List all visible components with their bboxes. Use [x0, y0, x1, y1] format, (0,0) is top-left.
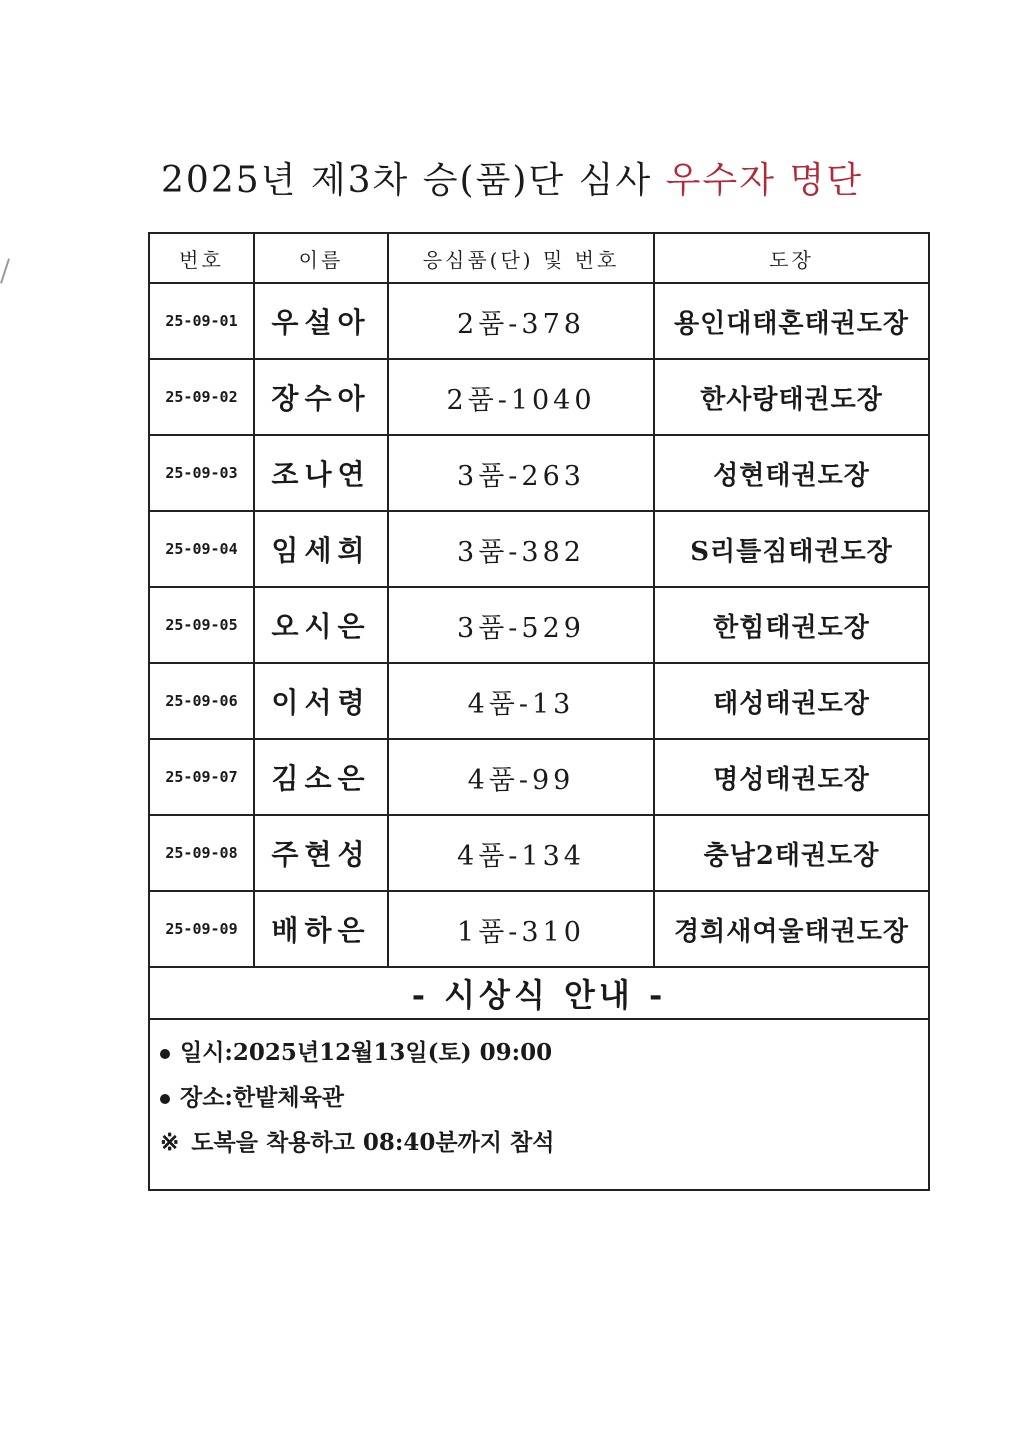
announcement-date-text: 일시:2025년12월13일(토) 09:00 — [180, 1039, 553, 1066]
cell-grade: 3품-529 — [388, 587, 654, 663]
table-row — [149, 739, 929, 815]
bullet-icon — [160, 1094, 170, 1104]
announcement-body — [149, 1019, 929, 1190]
cell-number: 25-09-08 — [149, 815, 254, 891]
cell-grade: 4품-134 — [388, 815, 654, 891]
document-title — [0, 152, 1024, 203]
announcement-place-text: 장소:한밭체육관 — [180, 1084, 345, 1111]
cell-name: 임세희 — [254, 511, 388, 587]
table-row — [149, 511, 929, 587]
header-name: 이름 — [254, 233, 388, 283]
cell-grade: 3품-382 — [388, 511, 654, 587]
announcement-date — [160, 1034, 928, 1067]
cell-number: 25-09-05 — [149, 587, 254, 663]
cell-number: 25-09-03 — [149, 435, 254, 511]
cell-number: 25-09-04 — [149, 511, 254, 587]
table-row — [149, 663, 929, 739]
table-header-row — [149, 233, 929, 283]
announcement-heading: - 시상식 안내 - — [149, 967, 929, 1019]
cell-dojang: 한힘태권도장 — [654, 587, 929, 663]
cell-grade: 2품-378 — [388, 283, 654, 359]
announcement-place — [160, 1079, 928, 1112]
announcement-note — [160, 1124, 928, 1157]
cell-grade: 3품-263 — [388, 435, 654, 511]
winners-table — [148, 232, 930, 1191]
cell-number: 25-09-07 — [149, 739, 254, 815]
table-row — [149, 359, 929, 435]
cell-dojang: 경희새여울태권도장 — [654, 891, 929, 967]
bullet-icon — [160, 1049, 170, 1059]
title-main: 2025년 제3차 승(품)단 심사 — [161, 160, 653, 201]
table-row — [149, 815, 929, 891]
margin-scratch-mark — [0, 258, 10, 283]
table-row — [149, 435, 929, 511]
header-dojang: 도장 — [654, 233, 929, 283]
cell-dojang: 한사랑태권도장 — [654, 359, 929, 435]
cell-grade: 2품-1040 — [388, 359, 654, 435]
title-accent: 우수자 명단 — [665, 160, 863, 201]
header-grade: 응심품(단) 및 번호 — [388, 233, 654, 283]
cell-number: 25-09-01 — [149, 283, 254, 359]
cell-name: 장수아 — [254, 359, 388, 435]
table-row — [149, 891, 929, 967]
cell-name: 주현성 — [254, 815, 388, 891]
cell-name: 이서령 — [254, 663, 388, 739]
cell-dojang: 충남2태권도장 — [654, 815, 929, 891]
table-row — [149, 587, 929, 663]
announcement-note-text: 도복을 착용하고 08:40분까지 참석 — [191, 1129, 555, 1156]
cell-name: 오시은 — [254, 587, 388, 663]
cell-grade: 1품-310 — [388, 891, 654, 967]
cell-name: 조나연 — [254, 435, 388, 511]
cell-number: 25-09-06 — [149, 663, 254, 739]
cell-dojang: 명성태권도장 — [654, 739, 929, 815]
header-number: 번호 — [149, 233, 254, 283]
announcement-body-row — [149, 1019, 929, 1190]
cell-dojang: 성현태권도장 — [654, 435, 929, 511]
cell-dojang: S리틀짐태권도장 — [654, 511, 929, 587]
cell-dojang: 용인대태혼태권도장 — [654, 283, 929, 359]
cell-number: 25-09-09 — [149, 891, 254, 967]
cell-grade: 4품-99 — [388, 739, 654, 815]
cell-grade: 4품-13 — [388, 663, 654, 739]
announcement-heading-row — [149, 967, 929, 1019]
table-row — [149, 283, 929, 359]
cell-name: 배하은 — [254, 891, 388, 967]
cell-name: 우설아 — [254, 283, 388, 359]
reference-mark-icon: ※ — [160, 1129, 180, 1156]
cell-name: 김소은 — [254, 739, 388, 815]
cell-dojang: 태성태권도장 — [654, 663, 929, 739]
cell-number: 25-09-02 — [149, 359, 254, 435]
